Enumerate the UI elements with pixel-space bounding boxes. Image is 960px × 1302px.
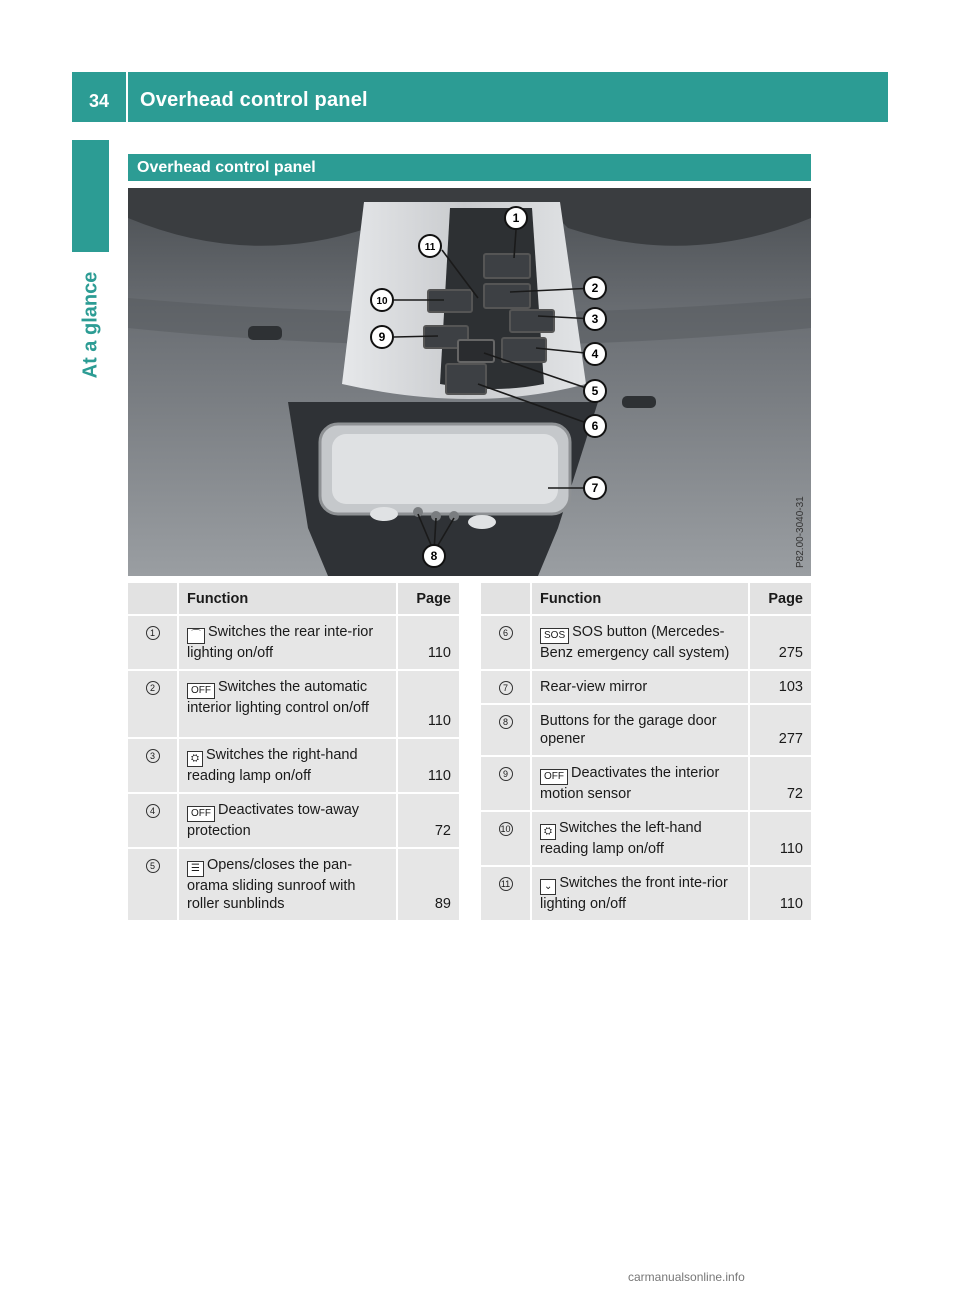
item-number-badge: 1 [146, 626, 160, 640]
table-row [481, 704, 811, 756]
item-page: 72 [397, 793, 459, 848]
table-row [481, 756, 811, 811]
table-row [481, 615, 811, 670]
item-number [128, 738, 178, 793]
header-number-cell [128, 583, 178, 615]
function-table-left [128, 583, 459, 922]
item-function-text: Buttons for the garage door opener [540, 713, 717, 747]
item-function [178, 670, 397, 738]
item-function [178, 793, 397, 848]
callout-7 [584, 477, 606, 499]
item-number-badge: 7 [499, 681, 513, 695]
header-title: Overhead control panel [140, 89, 368, 111]
table-row [128, 615, 459, 670]
item-function [531, 615, 749, 670]
watermark: carmanualsonline.info [628, 1270, 745, 1284]
page-header [72, 72, 888, 122]
item-number-badge: 2 [146, 681, 160, 695]
item-function-text: Switches the left-hand reading lamp on/off [540, 820, 702, 857]
callout-6 [584, 415, 606, 437]
svg-text:3: 3 [591, 312, 599, 326]
svg-text:2: 2 [591, 281, 599, 295]
item-number-badge: 6 [499, 626, 513, 640]
callout-10 [371, 289, 393, 311]
table-row [481, 670, 811, 704]
header-function: Function [178, 583, 397, 615]
header-divider [126, 72, 128, 122]
item-function-text: Rear-view mirror [540, 679, 648, 695]
item-number-badge: 4 [146, 804, 160, 818]
item-number [481, 811, 531, 866]
item-number-badge: 8 [499, 715, 513, 729]
item-number [481, 670, 531, 704]
item-function [531, 704, 749, 756]
item-page: 277 [749, 704, 811, 756]
rear-light-icon: ⌒ [187, 628, 205, 644]
overhead-panel-photo [128, 188, 811, 576]
item-number-badge: 11 [499, 877, 513, 891]
item-page: 110 [397, 738, 459, 793]
figure-code: P82.00-3040-31 [795, 496, 806, 568]
item-function [178, 615, 397, 670]
page-number: 34 [88, 91, 110, 111]
header-page: Page [749, 583, 811, 615]
item-function-text: Switches the rear inte-rior lighting on/off [187, 624, 374, 661]
table-header-row [481, 583, 811, 615]
svg-text:6: 6 [591, 419, 599, 433]
item-page: 89 [397, 848, 459, 921]
svg-text:4: 4 [591, 347, 599, 361]
callout-4 [584, 343, 606, 365]
item-page: 110 [397, 615, 459, 670]
table-header-row [128, 583, 459, 615]
item-function-text: Switches the front inte-rior lighting on/off [540, 875, 728, 912]
svg-text:5: 5 [591, 384, 599, 398]
chapter-marker [72, 140, 109, 252]
svg-text:10: 10 [376, 296, 388, 307]
item-function [178, 738, 397, 793]
table-row [128, 670, 459, 738]
svg-text:1: 1 [512, 211, 520, 225]
item-function-text: SOS button (Mercedes-Benz emergency call system) [540, 624, 730, 661]
table-row [481, 811, 811, 866]
table-row [481, 866, 811, 921]
tow-away-off-icon: OFF [187, 806, 215, 822]
item-number-badge: 9 [499, 767, 513, 781]
header-page: Page [397, 583, 459, 615]
item-number [481, 756, 531, 811]
item-number [128, 848, 178, 921]
item-number [128, 615, 178, 670]
callout-2 [584, 277, 606, 299]
header-function: Function [531, 583, 749, 615]
sunroof-icon: ☰ [187, 861, 204, 877]
chapter-label-text: At a glance [79, 271, 101, 379]
item-function-text: Deactivates the interior motion sensor [540, 765, 720, 802]
item-number [128, 670, 178, 738]
reading-lamp-icon: ⛭ [540, 824, 556, 840]
table-row [128, 738, 459, 793]
item-page: 110 [749, 811, 811, 866]
svg-text:7: 7 [591, 481, 599, 495]
item-number-badge: 10 [500, 824, 511, 834]
item-number [481, 615, 531, 670]
item-number-badge: 3 [146, 749, 160, 763]
function-table-right [481, 583, 811, 922]
callout-1 [505, 207, 527, 229]
item-number [481, 704, 531, 756]
reading-lamp-icon: ⛭ [187, 751, 203, 767]
chapter-label [72, 260, 109, 390]
section-title: Overhead control panel [128, 154, 811, 181]
function-table-left-body [128, 615, 459, 921]
item-function [531, 670, 749, 704]
motion-sensor-off-icon: OFF [540, 769, 568, 785]
item-number [128, 793, 178, 848]
svg-text:9: 9 [378, 330, 386, 344]
svg-text:11: 11 [424, 242, 436, 253]
item-page: 110 [749, 866, 811, 921]
front-light-icon: ⌄ [540, 879, 556, 895]
item-function [178, 848, 397, 921]
function-table-right-body [481, 615, 811, 921]
item-page: 110 [397, 670, 459, 738]
item-page: 72 [749, 756, 811, 811]
item-function-text: Opens/closes the pan-orama sliding sunroof with roller sunblinds [187, 857, 356, 912]
item-page: 103 [749, 670, 811, 704]
item-number [481, 866, 531, 921]
item-function [531, 866, 749, 921]
callout-3 [584, 308, 606, 330]
table-row [128, 848, 459, 921]
auto-light-off-icon: OFF [187, 683, 215, 699]
item-function [531, 756, 749, 811]
callout-11 [419, 235, 441, 257]
item-page: 275 [749, 615, 811, 670]
callout-9 [371, 326, 393, 348]
item-function-text: Deactivates tow-away protection [187, 802, 360, 839]
header-number-cell [481, 583, 531, 615]
callout-8 [423, 545, 445, 567]
svg-text:8: 8 [430, 549, 438, 563]
item-function-text: Switches the right-hand reading lamp on/off [187, 747, 358, 784]
item-number-badge: 5 [146, 859, 160, 873]
sos-icon: SOS [540, 628, 569, 644]
item-function-text: Switches the automatic interior lighting control on/off [187, 679, 369, 716]
item-function [531, 811, 749, 866]
callout-5 [584, 380, 606, 402]
table-row [128, 793, 459, 848]
